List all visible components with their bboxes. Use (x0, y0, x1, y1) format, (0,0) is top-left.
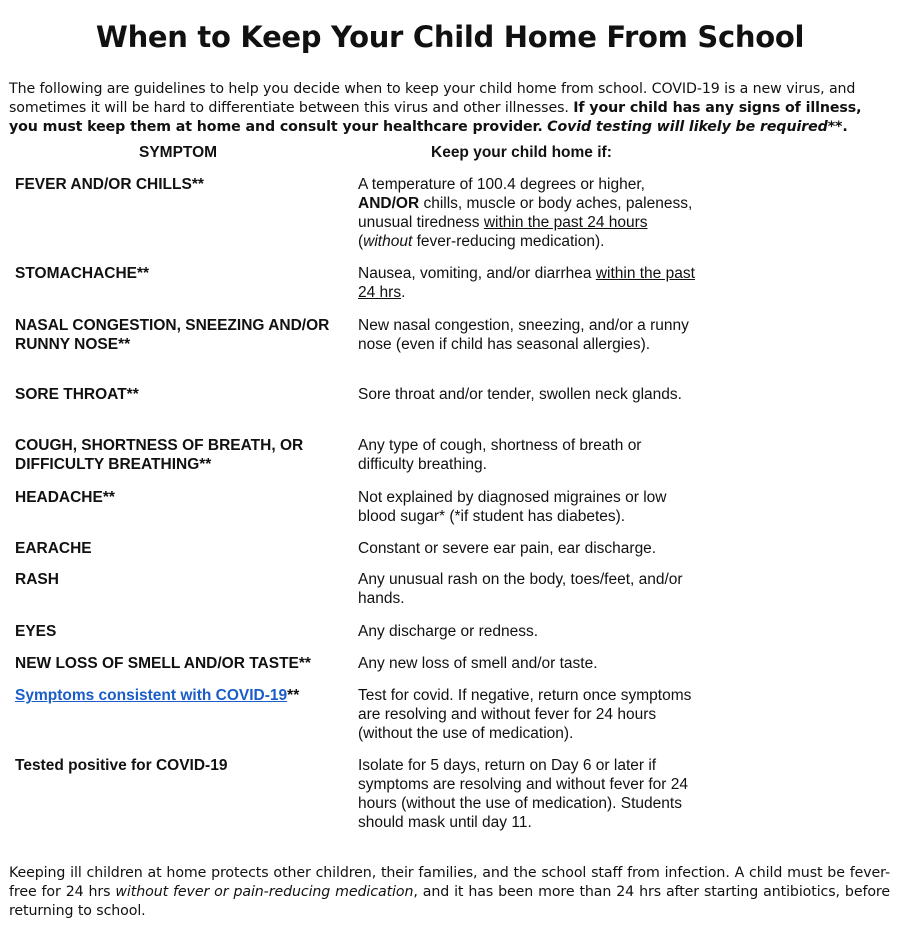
description-tested-positive: Isolate for 5 days, return on Day 6 or later if symptoms are resolving and without fever for 24 hours (without the use of medication). Students should mask until day 11. (358, 757, 688, 831)
intro-period: . (842, 119, 848, 135)
desc-text: fever-reducing medication). (412, 233, 605, 250)
symptom-tested-positive: Tested positive for COVID-19 (15, 757, 228, 774)
symptom-covid-consistent (15, 686, 350, 705)
symptom-fever: FEVER AND/OR CHILLS** (15, 176, 204, 193)
description-eyes: Any discharge or redness. (358, 623, 539, 640)
description-loss-of-smell: Any new loss of smell and/or taste. (358, 655, 598, 672)
header-keep-home: Keep your child home if: (431, 144, 612, 161)
desc-text: . (401, 284, 406, 301)
symptom-suffix: ** (287, 687, 300, 704)
symptom-eyes: EYES (15, 623, 57, 640)
description-nasal-congestion: New nasal congestion, sneezing, and/or a runny nose (even if child has seasonal allergies). (358, 317, 689, 353)
header-symptom: SYMPTOM (139, 144, 218, 161)
description-covid-consistent: Test for covid. If negative, return once symptoms are resolving and without fever for 24 hours (without the use of medication). (358, 687, 692, 742)
footer-italic-text: without fever or pain-reducing medication (115, 884, 414, 900)
symptom-loss-of-smell: NEW LOSS OF SMELL AND/OR TASTE** (15, 655, 311, 672)
desc-underlined: within the past 24 hours (483, 214, 648, 231)
footer-paragraph (9, 864, 890, 921)
symptom-stomachache: STOMACHACHE** (15, 265, 150, 282)
desc-bold: AND/OR (358, 195, 420, 212)
symptom-sore-throat: SORE THROAT** (15, 386, 139, 403)
desc-text: A temperature of 100.4 degrees or higher, (358, 176, 645, 193)
intro-bold-text: If your child has any signs of illness, you must keep them at home and consult your healthcare provider. (9, 100, 862, 135)
intro-paragraph (9, 80, 893, 137)
description-headache: Not explained by diagnosed migraines or low blood sugar* (*if student has diabetes). (358, 489, 667, 525)
description-sore-throat: Sore throat and/or tender, swollen neck glands. (358, 386, 682, 403)
symptom-earache: EARACHE (15, 540, 92, 557)
symptom-nasal-congestion: NASAL CONGESTION, SNEEZING AND/OR RUNNY NOSE** (15, 317, 330, 353)
intro-text: The following are guidelines to help you decide when to keep your child home from school. COVID-19 is a new virus, and sometimes it will be hard to differentiate between this virus and other illnesses. (9, 81, 856, 116)
description-rash: Any unusual rash on the body, toes/feet, and/or hands. (358, 571, 683, 607)
intro-testing-note: Covid testing will likely be required** (547, 119, 843, 135)
symptom-rash: RASH (15, 571, 59, 588)
description-earache: Constant or severe ear pain, ear discharge. (358, 540, 657, 557)
footer-text: Keeping ill children at home protects other children, their families, and the school staff from infection. A child must be fever-free for 24 hrs (9, 865, 890, 900)
page-title: When to Keep Your Child Home From School (95, 20, 805, 54)
description-stomachache (358, 264, 698, 302)
footer-text-end: , and it has been more than 24 hrs after starting antibiotics, before returning to school. (9, 884, 890, 919)
desc-text: chills, muscle or body aches, paleness, unusual tiredness (358, 195, 693, 231)
desc-text: Nausea, vomiting, and/or diarrhea (358, 265, 596, 282)
desc-italic: without (363, 233, 413, 250)
symptom-cough: COUGH, SHORTNESS OF BREATH, OR DIFFICULTY BREATHING** (15, 437, 304, 473)
description-fever (358, 175, 698, 251)
desc-text: ( (358, 233, 364, 250)
description-cough: Any type of cough, shortness of breath or difficulty breathing. (358, 437, 642, 473)
covid-symptoms-link[interactable]: Symptoms consistent with COVID-19 (15, 687, 288, 704)
desc-underlined: within the past 24 hrs (358, 265, 695, 301)
symptom-headache: HEADACHE** (15, 489, 115, 506)
